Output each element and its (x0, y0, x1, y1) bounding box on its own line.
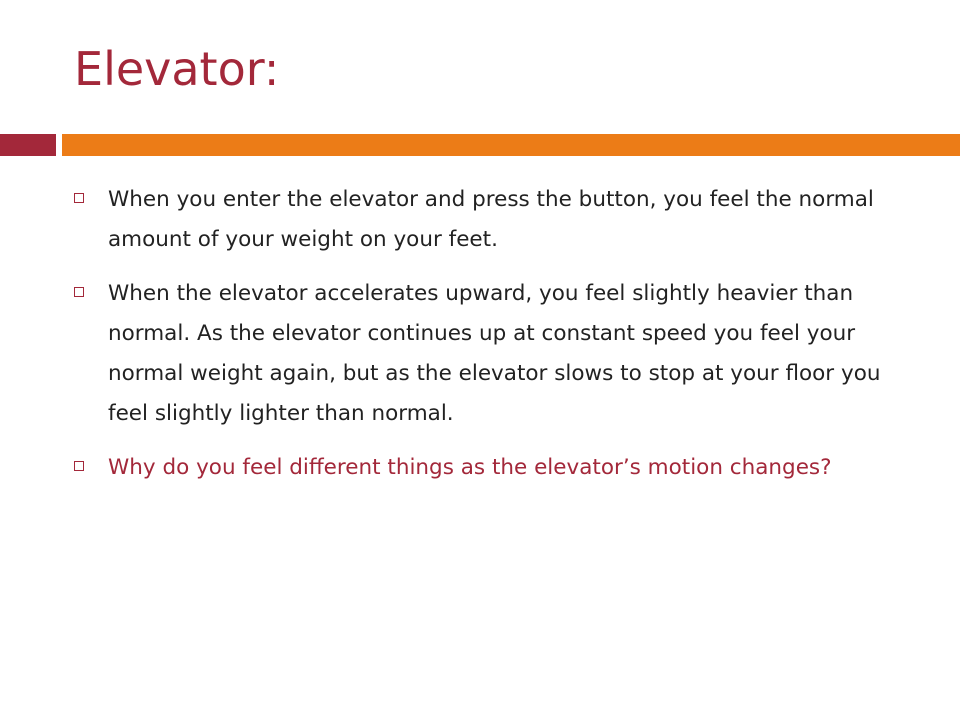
bullet-question-text: Why do you feel different things as the elevator’s motion changes? (108, 455, 832, 480)
bullet-text: When the elevator accelerates upward, you feel slightly heavier than normal. As the elevator continues up at constant speed you feel your normal weight again, but as the elevator slows to stop at your floor you feel slightly lighter than normal. (108, 281, 881, 426)
hollow-square-bullet-icon (74, 287, 84, 297)
bullet-text: When you enter the elevator and press the button, you feel the normal amount of your weight on your feet. (108, 187, 874, 252)
title-divider-accent (0, 134, 56, 156)
bullet-item (74, 180, 894, 260)
bullet-item (74, 448, 894, 488)
hollow-square-bullet-icon (74, 461, 84, 471)
bullet-list (74, 180, 894, 502)
bullet-item (74, 274, 894, 434)
slide-title: Elevator: (74, 42, 280, 96)
title-divider-bar (62, 134, 960, 156)
hollow-square-bullet-icon (74, 193, 84, 203)
